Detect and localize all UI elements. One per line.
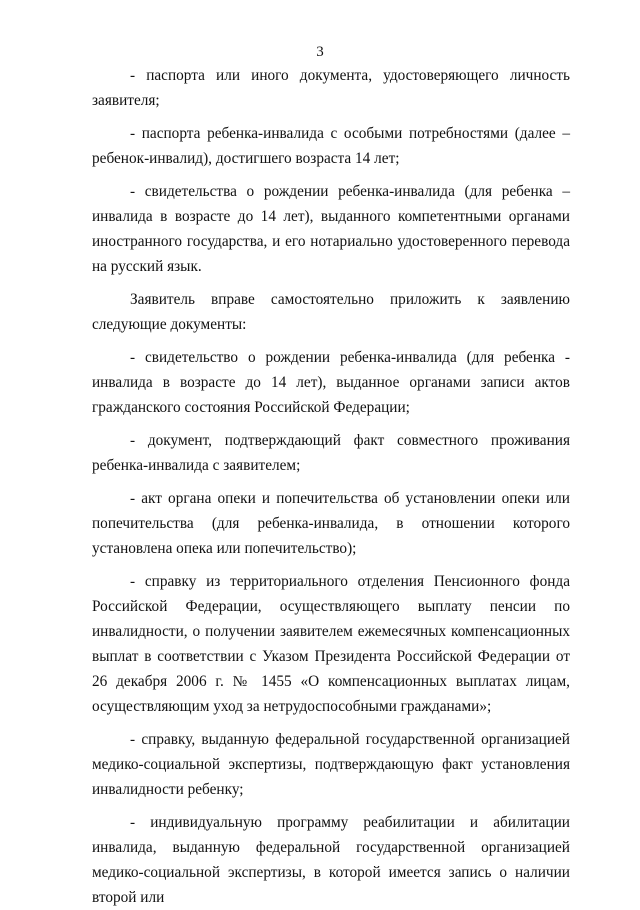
paragraph-optional-documents-intro: Заявитель вправе самостоятельно приложить к заявлению следующие документы: — [92, 291, 570, 333]
paragraph-birth-certificate-foreign: - свидетельства о рождении ребенка-инвалида (для ребенка – инвалида в возрасте до 14 лет), выданного компетентными органами иностранного государства, и его нотариально удостоверенного перевода на русский язык. — [92, 183, 570, 275]
paragraph-passport-applicant: - паспорта или иного документа, удостоверяющего личность заявителя; — [92, 67, 570, 109]
paragraph-rehabilitation-program: - индивидуальную программу реабилитации и абилитации инвалида, выданную федеральной государственной организацией медико-социальной экспертизы, в которой имеется запись о наличии второй или — [92, 814, 570, 906]
paragraph-cohabitation-document: - документ, подтверждающий факт совместного проживания ребенка-инвалида с заявителем; — [92, 432, 570, 474]
paragraph-pension-fund-certificate: - справку из территориального отделения Пенсионного фонда Российской Федерации, осуществляющего выплату пенсии по инвалидности, о получении заявителем ежемесячных компенсационных выплат в соответствии с Указом Президента Российской Федерации от 26 декабря 2006 г. № 1455 «О компенсационных выплатах лицам, осуществляющим уход за нетрудоспособными гражданами»; — [92, 573, 570, 715]
paragraph-disability-certificate: - справку, выданную федеральной государственной организацией медико-социальной экспертизы, подтверждающую факт установления инвалидности ребенку; — [92, 731, 570, 798]
paragraph-birth-certificate-russian: - свидетельство о рождении ребенка-инвалида (для ребенка - инвалида в возрасте до 14 лет), выданное органами записи актов гражданского состояния Российской Федерации; — [92, 349, 570, 416]
document-body — [92, 63, 570, 910]
paragraph-passport-child: - паспорта ребенка-инвалида с особыми потребностями (далее – ребенок-инвалид), достигшего возраста 14 лет; — [92, 125, 570, 167]
page-number: 3 — [316, 44, 324, 60]
paragraph-guardianship-act: - акт органа опеки и попечительства об установлении опеки или попечительства (для ребенка-инвалида, в отношении которого установлена опека или попечительство); — [92, 490, 570, 557]
